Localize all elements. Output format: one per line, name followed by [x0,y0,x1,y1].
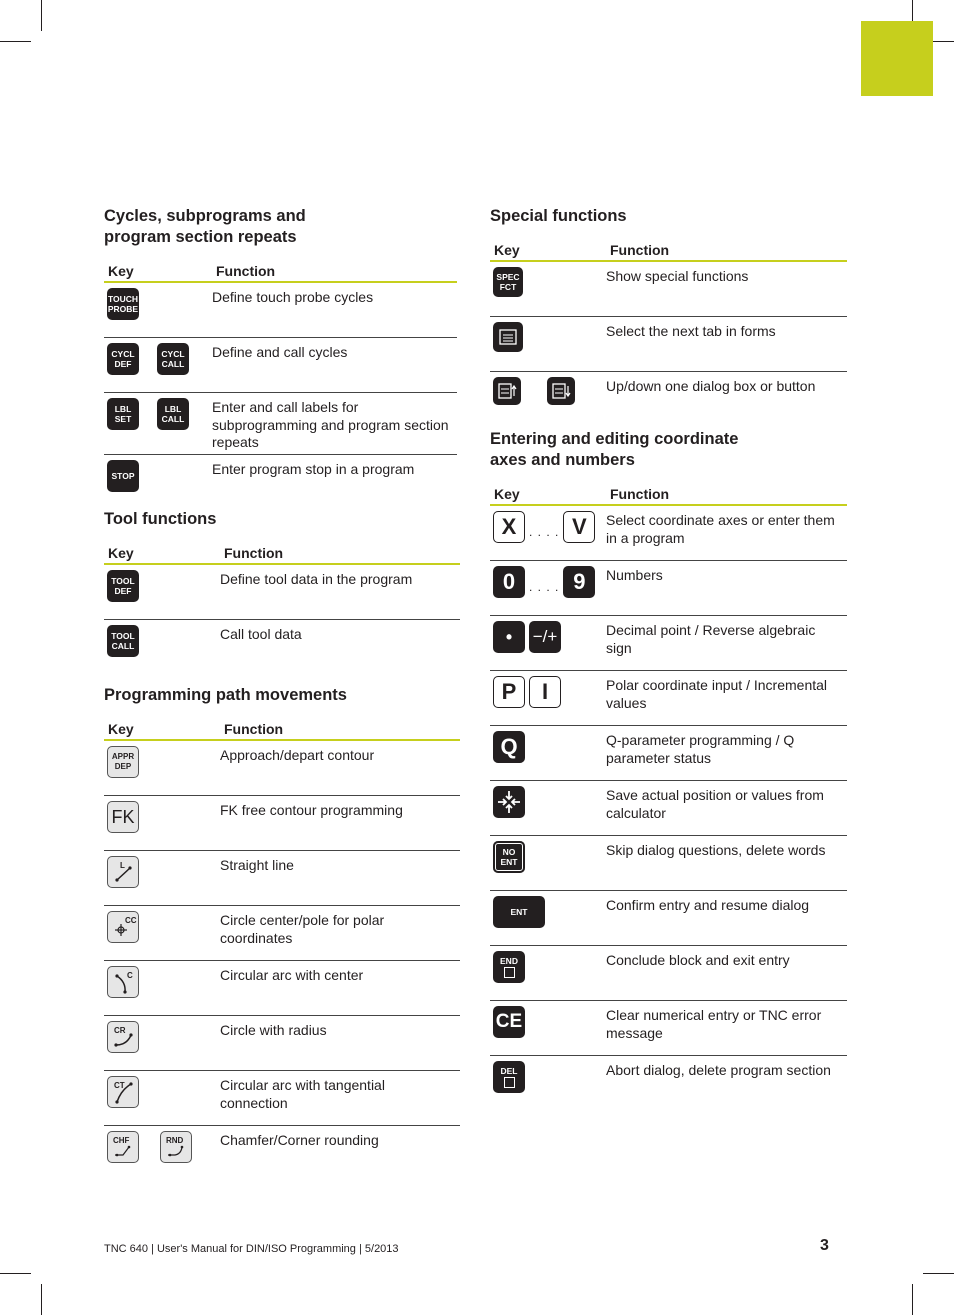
function-text: Numbers [606,561,847,616]
function-text: FK free contour programming [220,796,460,851]
function-text: Select the next tab in forms [606,317,847,372]
incremental-i-key[interactable]: I [529,676,561,708]
table-row [490,261,847,317]
key-table [104,718,460,1180]
table-row [490,1056,847,1111]
digit-0-key[interactable]: 0 [493,566,525,598]
function-text: Chamfer/Corner rounding [220,1132,379,1148]
circle-arc-c-key[interactable]: C [107,966,139,998]
polar-p-key[interactable]: P [493,676,525,708]
section-coordinates [490,429,847,1110]
function-text: Up/down one dialog box or button [606,378,816,394]
table-row [490,781,847,836]
q-parameter-key[interactable]: Q [493,731,525,763]
tool-call-key[interactable]: TOOL CALL [107,625,139,657]
section-title: Programming path movements [104,686,347,704]
chamfer-chf-key[interactable]: CHF [107,1131,139,1163]
del-key[interactable]: DEL [493,1061,525,1093]
lbl-call-key[interactable]: LBL CALL [157,398,189,430]
range-dots: . . . . [529,580,560,594]
capture-position-icon [497,790,521,814]
function-text: Straight line [220,851,460,906]
function-text: Select coordinate axes or enter them in a program [606,505,847,561]
function-text: Call tool data [220,626,302,642]
col-function-header: Function [220,718,460,740]
table-row [104,851,460,906]
dialog-down-key[interactable] [547,377,575,405]
digit-9-key[interactable]: 9 [563,566,595,598]
key-table [104,542,460,674]
table-row [104,620,460,675]
col-key-header: Key [104,260,212,282]
crop-mark [0,1273,31,1274]
function-text: Skip dialog questions, delete words [606,836,847,891]
table-row [490,616,847,671]
function-text: Conclude block and exit entry [606,946,847,1001]
axis-v-key[interactable]: V [563,511,595,543]
function-text: Enter program stop in a program [212,460,415,477]
function-text: Define tool data in the program [220,564,460,620]
dialog-up-key[interactable] [493,377,521,405]
function-text: Polar coordinate input / Incremental values [606,671,847,726]
footer-text: TNC 640 | User's Manual for DIN/ISO Programming | 5/2013 [104,1243,399,1255]
lbl-set-key[interactable]: LBL SET [107,398,139,430]
function-text: Enter and call labels for subprogramming and program section repeats [212,393,457,455]
fk-key[interactable]: FK [107,801,139,833]
key-table [490,483,847,1110]
crop-mark [912,1284,913,1315]
stop-key[interactable]: STOP [107,460,139,492]
no-ent-key[interactable]: NO ENT [493,841,525,873]
touch-probe-key[interactable]: TOUCH PROBE [107,288,139,320]
end-square-icon [504,967,515,978]
function-text: Define and call cycles [212,338,457,393]
key-table [104,260,457,509]
table-row [490,891,847,946]
table-row [104,796,460,851]
decimal-point-key[interactable]: • [493,621,525,653]
col-function-header: Function [606,239,847,261]
radius-arc-icon [107,1021,139,1053]
range-dots: . . . . [529,525,560,539]
dialog-down-icon [551,382,571,400]
tangential-arc-ct-key[interactable]: CT [107,1076,139,1108]
end-key[interactable]: END [493,951,525,983]
section-title: Tool functions [104,510,217,528]
chamfer-icon [107,1131,139,1163]
table-row [104,564,460,620]
col-key-header: Key [104,718,220,740]
del-square-icon [504,1077,515,1088]
function-text: Abort dialog, delete program section [606,1062,831,1078]
section-path [104,685,460,1180]
table-row [490,561,847,616]
circle-radius-cr-key[interactable]: CR [107,1021,139,1053]
line-l-key[interactable]: L [107,856,139,888]
cycl-call-key[interactable]: CYCL CALL [157,343,189,375]
table-row [490,505,847,561]
col-function-header: Function [220,542,460,564]
page-number: 3 [820,1237,829,1254]
crosshair-icon [107,911,139,943]
table-row [490,317,847,372]
crop-mark [41,0,42,31]
cycl-def-key[interactable]: CYCL DEF [107,343,139,375]
ce-key[interactable]: CE [493,1006,525,1038]
col-key-header: Key [104,542,220,564]
table-row [490,372,847,427]
table-row [490,836,847,891]
table-row [104,282,457,338]
col-function-header: Function [212,260,457,282]
table-row [104,454,457,509]
crop-mark [41,1284,42,1315]
circle-center-cc-key[interactable]: CC [107,911,139,943]
function-text: Show special functions [606,261,847,317]
table-row [104,961,460,1016]
function-text: Approach/depart contour [220,740,460,796]
function-text: Save actual position or values from calculator [606,781,847,836]
axis-x-key[interactable]: X [493,511,525,543]
form-tab-icon [498,328,518,346]
section-title: Cycles, subprograms and program section repeats [104,207,306,246]
function-text: Confirm entry and resume dialog [606,891,847,946]
table-row [490,726,847,781]
arc-icon [107,966,139,998]
function-text: Circle center/pole for polar coordinates [220,906,460,961]
col-key-header: Key [490,239,606,261]
table-row [104,906,460,961]
chapter-tab-marker [861,21,933,96]
round-corner-icon [160,1131,192,1163]
function-text: Q-parameter programming / Q parameter status [606,726,847,781]
table-row [104,1126,460,1181]
appr-dep-key[interactable]: APPR DEP [107,746,139,778]
table-row [104,338,457,393]
section-special [490,206,847,426]
section-title: Special functions [490,207,627,225]
key-table [490,239,847,426]
actual-position-key[interactable] [493,786,525,818]
section-tool [104,509,460,674]
table-row [490,946,847,1001]
spec-fct-key[interactable]: SPEC FCT [493,267,523,297]
table-row [104,1016,460,1071]
line-icon [107,856,139,888]
dialog-up-icon [497,382,517,400]
col-key-header: Key [490,483,606,505]
crop-mark [0,41,31,42]
tangent-arc-icon [107,1076,139,1108]
ent-key[interactable]: ENT [493,896,545,928]
section-cycles [104,206,457,509]
function-text: Circular arc with tangential connection [220,1071,460,1126]
table-row [490,1001,847,1056]
function-text: Circle with radius [220,1016,460,1071]
function-text: Define touch probe cycles [212,282,457,338]
col-function-header: Function [606,483,847,505]
function-text: Decimal point / Reverse algebraic sign [606,616,847,671]
tool-def-key[interactable]: TOOL DEF [107,570,139,602]
crop-mark [923,1273,954,1274]
function-text: Circular arc with center [220,961,460,1016]
next-tab-key[interactable] [493,322,523,352]
table-row [104,393,457,455]
rounding-rnd-key[interactable]: RND [160,1131,192,1163]
table-row [104,740,460,796]
table-row [490,671,847,726]
table-row [104,1071,460,1126]
sign-toggle-key[interactable]: −/+ [529,621,561,653]
section-title: Entering and editing coordinate axes and numbers [490,430,739,469]
function-text: Clear numerical entry or TNC error message [606,1001,847,1056]
